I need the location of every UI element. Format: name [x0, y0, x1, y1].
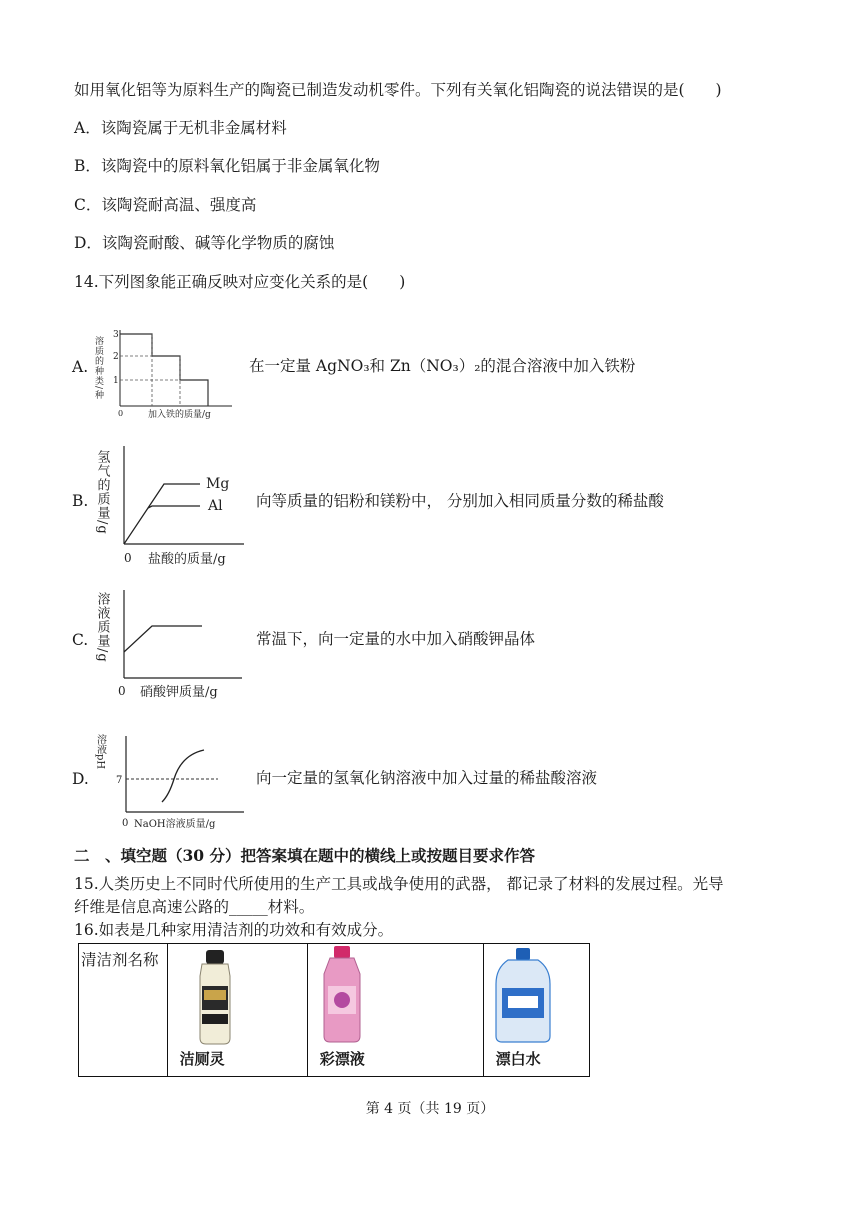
graph-c — [96, 582, 246, 702]
graph-d-origin: 0 — [122, 818, 129, 829]
product-name-2: 彩漂液 — [319, 1050, 365, 1068]
q14-stem: 14.下列图象能正确反映对应变化关系的是( ) — [74, 273, 406, 291]
q14-option-a-desc: 在一定量 AgNO₃和 Zn（NO₃）₂的混合溶液中加入铁粉 — [249, 357, 636, 375]
graph-b-ylabel: 氢气的质量/g — [94, 450, 110, 535]
graph-d-ytick-7: 7 — [116, 775, 123, 786]
graph-b-xlabel: 盐酸的质量/g — [148, 552, 226, 567]
q14-option-d-letter: D. — [72, 770, 89, 788]
q14-option-d-desc: 向一定量的氢氧化钠溶液中加入过量的稀盐酸溶液 — [256, 769, 598, 787]
q14-option-b-desc: 向等质量的铝粉和镁粉中， 分别加入相同质量分数的稀盐酸 — [256, 492, 664, 510]
table-product-cell-2 — [307, 944, 483, 1077]
table-header-cell — [79, 944, 168, 1077]
graph-b — [94, 440, 248, 568]
q13-option-c: C．该陶瓷耐高温、强度高 — [74, 196, 257, 214]
q15-line2: 纤维是信息高速公路的_____材料。 — [74, 898, 315, 916]
product-name-1: 洁厕灵 — [179, 1050, 225, 1068]
color-bleach-bottle-icon — [316, 946, 378, 1046]
q13-option-d: D．该陶瓷耐酸、碱等化学物质的腐蚀 — [74, 234, 335, 252]
q14-option-c-desc: 常温下，向一定量的水中加入硝酸钾晶体 — [256, 630, 536, 648]
graph-a-origin: 0 — [118, 409, 124, 418]
q14-option-a-letter: A. — [72, 358, 89, 376]
graph-c-origin: 0 — [118, 684, 126, 698]
table-product-cell-3 — [483, 944, 589, 1077]
graph-a-ytick-2: 2 — [113, 352, 119, 362]
q14-option-b-letter: B. — [72, 492, 89, 510]
cleaner-table — [78, 943, 590, 1077]
page-footer: 第 4 页（共 19 页） — [365, 1101, 495, 1117]
table-header-label: 清洁剂名称 — [81, 951, 159, 969]
q13-stem: 如用氧化铝等为原料生产的陶瓷已制造发动机零件。下列有关氧化铝陶瓷的说法错误的是( ) — [74, 81, 722, 99]
q13-option-b: B．该陶瓷中的原料氧化铝属于非金属氧化物 — [74, 157, 380, 175]
graph-a-ytick-3: 3 — [113, 330, 119, 340]
q16-stem: 16.如表是几种家用清洁剂的功效和有效成分。 — [74, 921, 394, 939]
graph-b-origin: 0 — [124, 551, 132, 565]
bleach-bottle-icon — [492, 948, 554, 1046]
graph-d-ylabel: 溶液pH — [94, 734, 106, 770]
graph-d — [94, 726, 248, 834]
graph-a-ytick-1: 1 — [113, 376, 119, 386]
table-product-cell-1 — [167, 944, 307, 1077]
graph-c-xlabel: 硝酸钾质量/g — [140, 685, 218, 700]
graph-b-series-al: Al — [208, 498, 223, 514]
product-name-3: 漂白水 — [495, 1050, 541, 1068]
graph-a-ylabel: 溶质的种类/种 — [93, 336, 103, 401]
q13-option-a: A．该陶瓷属于无机非金属材料 — [74, 119, 287, 137]
section-heading: 二 、填空题（30 分）把答案填在题中的横线上或按题目要求作答 — [74, 846, 535, 865]
graph-a — [92, 322, 242, 422]
graph-a-xlabel: 加入铁的质量/g — [148, 410, 211, 420]
toilet-cleaner-bottle-icon — [190, 950, 240, 1046]
graph-b-series-mg: Mg — [206, 476, 230, 492]
q15-line1: 15.人类历史上不同时代所使用的生产工具或战争使用的武器， 都记录了材料的发展过程。光导 — [74, 875, 724, 893]
q14-option-c-letter: C. — [72, 631, 89, 649]
graph-c-ylabel: 溶液质量/g — [94, 592, 110, 663]
graph-d-xlabel: NaOH溶液质量/g — [134, 819, 216, 830]
